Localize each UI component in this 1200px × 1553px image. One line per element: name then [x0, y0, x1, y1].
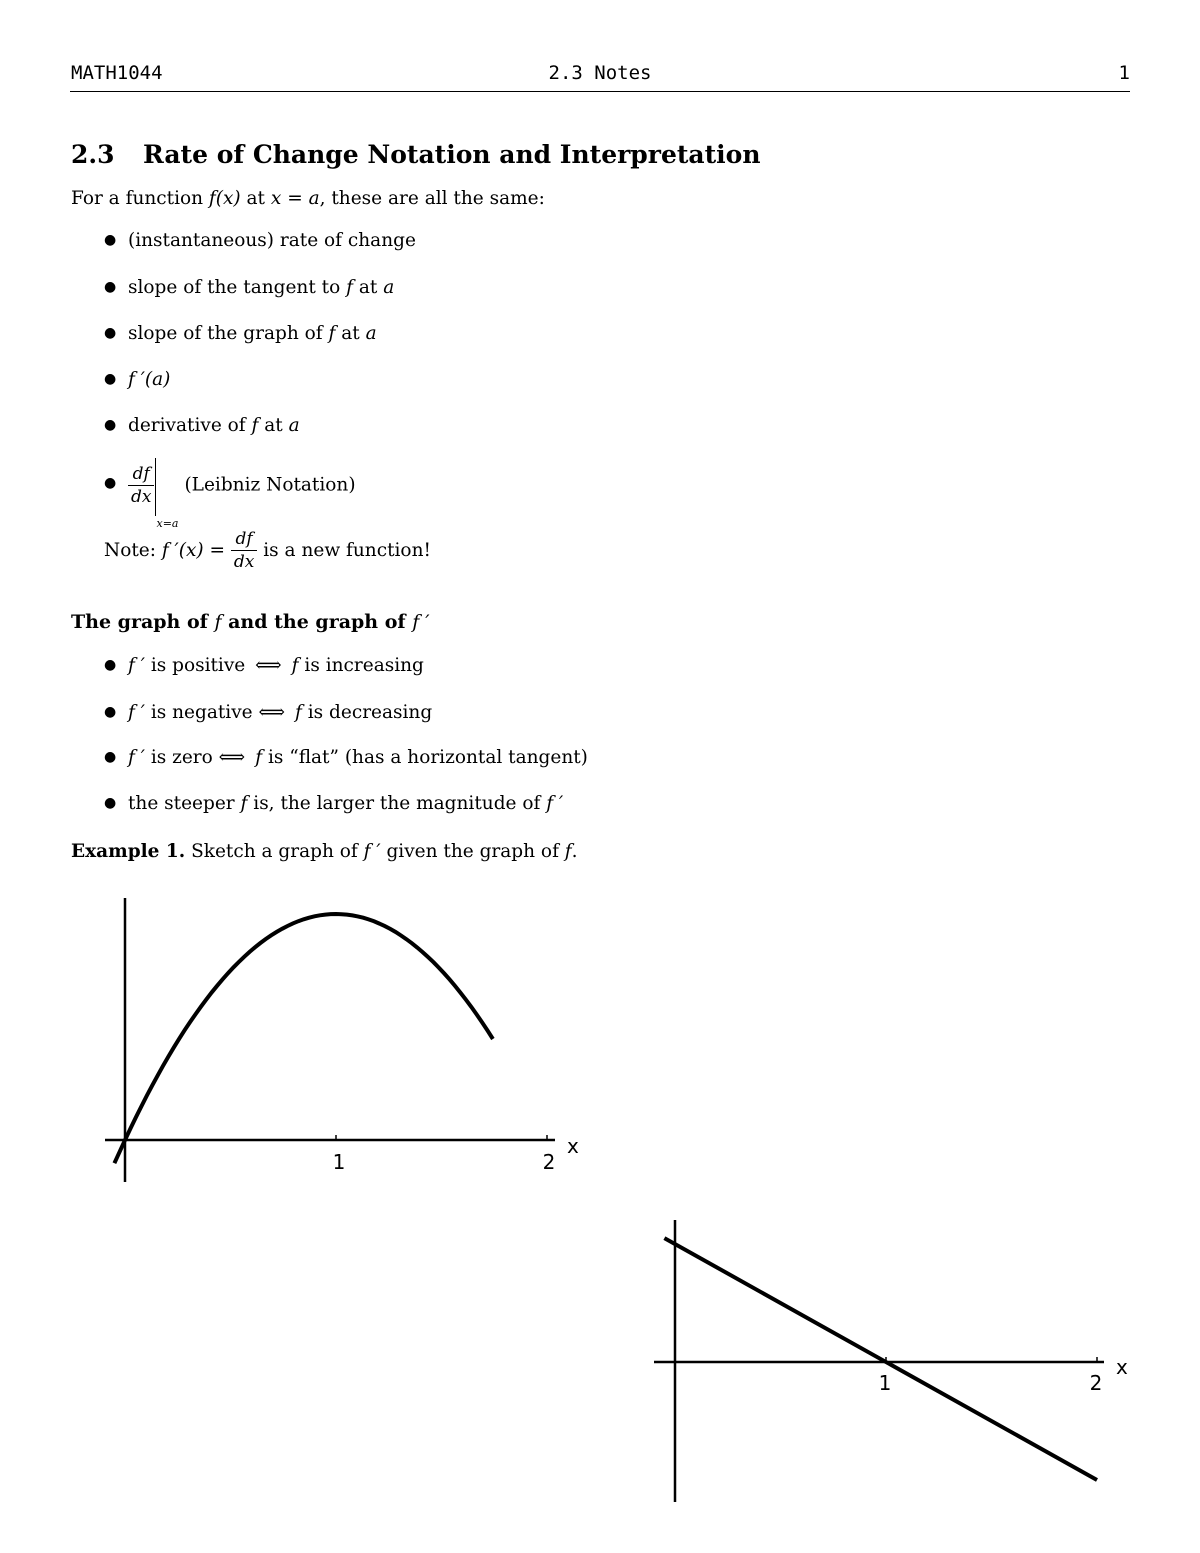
- x-axis-label: x: [567, 1134, 579, 1158]
- bullet-icon: ●: [104, 704, 117, 720]
- list-item-text: the steeper: [128, 793, 241, 814]
- note-fraction: [231, 528, 257, 573]
- x-tick-label-1: 1: [332, 1150, 346, 1174]
- math-fprime: f ′: [546, 793, 564, 814]
- bullet-icon: ●: [104, 657, 117, 673]
- list-item-text: (instantaneous) rate of change: [128, 230, 416, 251]
- note-lhs: f ′(x) =: [161, 540, 231, 561]
- iff-arrow-icon: ⟺: [218, 747, 246, 768]
- bullet-icon: ●: [104, 749, 117, 765]
- list-item-text: is positive: [144, 655, 252, 676]
- list-item-text: is zero: [144, 747, 219, 768]
- math-fprime: f ′: [128, 655, 145, 676]
- derivative-line: [664, 1238, 1097, 1480]
- intro-fx: f(x): [208, 188, 241, 209]
- list-item-text: slope of the graph of: [128, 323, 329, 344]
- example-text: Sketch a graph of: [185, 841, 364, 862]
- note-line: [104, 528, 431, 573]
- math-fprime: f ′: [363, 841, 381, 862]
- x-tick-label-1: 1: [878, 1371, 892, 1395]
- fraction-denominator: dx: [233, 552, 255, 572]
- list-item-text: slope of the tangent to: [128, 277, 347, 298]
- intro-mid: at: [240, 188, 271, 209]
- section-number: 2.3: [71, 140, 115, 169]
- subheading: [71, 611, 430, 633]
- note-suffix: is a new function!: [257, 540, 431, 561]
- bullet-icon: ●: [104, 795, 117, 811]
- example-text: .: [571, 841, 578, 862]
- math-fprime: f ′: [128, 702, 145, 723]
- list-item-text: is negative: [144, 702, 259, 723]
- intro-prefix: For a function: [71, 188, 209, 209]
- evaluation-bar: [155, 458, 156, 516]
- list-item-text: at: [335, 323, 366, 344]
- list-item-text: (Leibniz Notation): [184, 474, 356, 496]
- intro-suffix: , these are all the same:: [319, 188, 545, 209]
- function-curve: [114, 914, 493, 1163]
- example-1: [71, 841, 578, 862]
- list-item: [104, 277, 394, 298]
- evaluation-subscript: x=a: [156, 517, 179, 530]
- list-item-text: derivative of: [128, 415, 252, 436]
- math-fprime: f ′: [412, 611, 430, 633]
- math-f: f: [346, 277, 353, 298]
- bullet-icon: ●: [104, 279, 117, 295]
- note-label: Note:: [104, 540, 162, 561]
- graph-f-chart: [100, 890, 600, 1190]
- fraction-numerator: df: [128, 463, 154, 486]
- header-course: MATH1044: [71, 62, 163, 84]
- list-item-text: at: [258, 415, 289, 436]
- x-tick-label-2: 2: [1089, 1371, 1103, 1395]
- bullet-icon: ●: [104, 475, 117, 491]
- fraction-denominator: dx: [131, 486, 152, 507]
- list-item: [104, 747, 588, 768]
- math-f: f: [214, 611, 222, 633]
- math-f: f: [328, 323, 336, 344]
- math-fprime: f ′: [128, 747, 145, 768]
- x-tick-label-2: 2: [542, 1150, 556, 1174]
- math-f: f: [251, 415, 259, 436]
- iff-arrow-icon: ⟺: [255, 655, 282, 676]
- list-item: [104, 415, 300, 436]
- bullet-icon: ●: [104, 232, 117, 248]
- math-f: f: [240, 793, 248, 814]
- list-item: [104, 655, 424, 676]
- subheading-text: The graph of: [71, 611, 215, 633]
- example-label: Example 1.: [71, 841, 186, 862]
- bullet-icon: ●: [104, 417, 117, 433]
- math-f: f: [564, 841, 572, 862]
- math-a: a: [383, 277, 395, 298]
- list-item: [104, 230, 416, 251]
- x-axis-label: x: [1116, 1355, 1128, 1379]
- bullet-icon: ●: [104, 371, 117, 387]
- example-text: given the graph of: [380, 841, 565, 862]
- bullet-icon: ●: [104, 325, 117, 341]
- list-item: [104, 323, 377, 344]
- list-item: [104, 702, 432, 723]
- leibniz-fraction: [128, 463, 154, 508]
- graph-fprime-chart: [640, 1210, 1140, 1510]
- intro-xeq: x = a: [270, 188, 320, 209]
- header-rule: [70, 91, 1130, 92]
- iff-arrow-icon: ⟺: [258, 702, 286, 723]
- list-item: [104, 793, 563, 814]
- intro-text: [71, 188, 545, 209]
- section-title: [71, 140, 761, 169]
- list-item: [104, 456, 356, 530]
- math-f: f: [295, 702, 302, 723]
- math-a: a: [288, 415, 300, 436]
- math-a: a: [365, 323, 377, 344]
- header-title: 2.3 Notes: [548, 62, 652, 84]
- list-item-text: is, the larger the magnitude of: [247, 793, 547, 814]
- math-fprime-a: f ′(a): [128, 369, 171, 390]
- list-item-text: at: [352, 277, 384, 298]
- fraction-numerator: df: [231, 528, 257, 551]
- header-page-number: 1: [1118, 62, 1130, 84]
- math-f: f: [255, 747, 263, 768]
- math-f: f: [291, 655, 299, 676]
- list-item: [104, 369, 170, 390]
- section-title-text: Rate of Change Notation and Interpretation: [143, 140, 761, 169]
- subheading-text: and the graph of: [221, 611, 413, 633]
- list-item-text: is “flat” (has a horizontal tangent): [262, 747, 588, 768]
- list-item-text: is increasing: [298, 655, 424, 676]
- list-item-text: is decreasing: [301, 702, 433, 723]
